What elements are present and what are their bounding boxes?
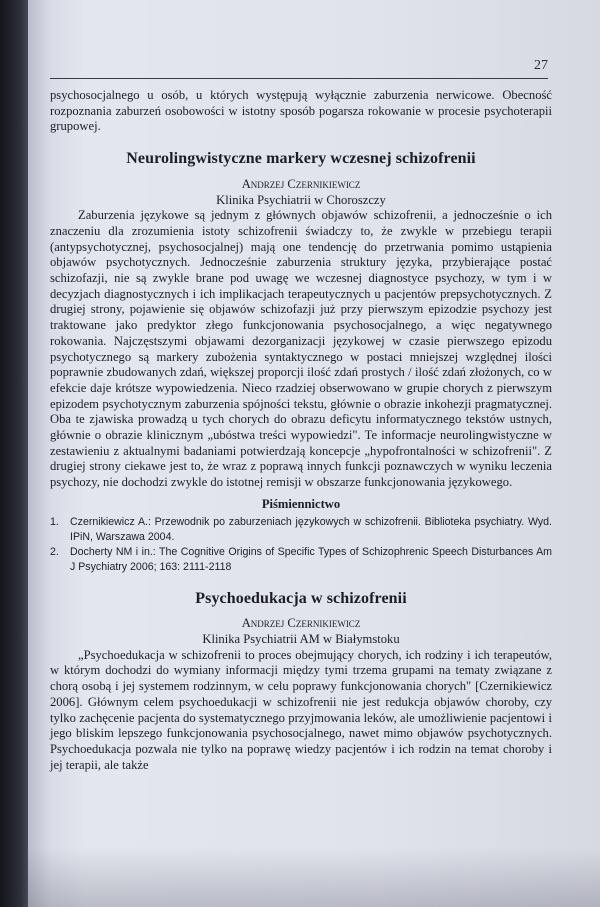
reference-text: Docherty NM i in.: The Cognitive Origins of Specific Types of Schizophrenic Speech Disturbances Am J Psychiatry 2006; 163: 2111-2118	[70, 545, 552, 573]
header-rule	[50, 78, 548, 79]
reference-number: 1.	[50, 515, 59, 528]
reference-item	[50, 545, 552, 575]
article2-author: Andrzej Czernikiewicz	[241, 616, 361, 631]
page-content	[50, 88, 552, 773]
references-list	[50, 515, 552, 575]
reference-item	[50, 515, 552, 545]
article2-body: „Psychoedukacja w schizofrenii to proces obejmujący chorych, ich rodziny i ich terapeutów, w którym dochodzi do wymiany informacji między tymi trzema grupami na tematy związane z chorą osobą i jej systemem rodzinnym, w celu poprawy funkcjonowania chorych" [Czernikiewicz 2006]. Głównym celem psychoedukacji w schizofrenii nie jest redukcja objawów choroby, czy tylko zachęcenie pacjenta do systematycznego przyjmowania leków, ale umożliwienie pacjentowi i jego bliskim lepszego funkcjonowania psychosocjalnego, nawet mimo objawów psychotycznych. Psychoedukacja pozwala nie tylko na poprawę wiedzy pacjentów i ich rodzin na temat choroby i jej terapii, ale także	[50, 647, 552, 772]
reference-number: 2.	[50, 545, 59, 558]
page-number: 27	[534, 58, 548, 73]
references-title: Piśmiennictwo	[261, 496, 341, 511]
article1-title: Neurolingwistyczne markery wczesnej schizofrenii	[126, 150, 476, 168]
article1-author: Andrzej Czernikiewicz	[241, 176, 361, 191]
page-bottom-shadow	[28, 847, 600, 907]
article2-affiliation: Klinika Psychiatrii AM w Białymstoku	[202, 631, 400, 646]
article1-body: Zaburzenia językowe są jednym z głównych objawów schizofrenii, a jednocześnie o ich znaczeniu dla zrozumienia istoty schizofrenii świadczy to, że zwykle w przebiegu terapii (antypsychotycznej, psychosocjalnej) mają one tendencję do przetrwania pomimo ustąpienia objawów psychotycznych. Jednocześnie zaburzenia struktury języka, przybierające postać schizofazji, nie są zwykle brane pod uwagę we wczesnej diagnostyce psychozy, w tym i w decyzjach diagnostycznych i ich implikacjach terapeutycznych u pacjentów prepsychotycznych. Z drugiej strony, pojawienie się objawów schizofazji już przy pierwszym epizodzie psychozy jest traktowane jako predyktor złego funkcjonowania psychosocjalnego, a więc negatywnego rokowania. Najczęstszymi objawami dezorganizacji językowej w czasie pierwszego epizodu psychotycznego są markery zubożenia syntaktycznego w postaci mniejszej względnej ilości poprawnie zbudowanych zdań, większej proporcji ilość zdań prostych / ilość zdań złożonych, co w efekcie daje krótsze wypowiedzenia. Nieco rzadziej obserwowano w grupie chorych z pierwszym epizodem psychotycznym zaburzenia spójności tekstu, głównie o obrazie inkohezji pragmatycznej. Oba te zjawiska prowadzą u tych chorych do obrazu deficytu informatycznego tekstów ustnych, głównie o obrazie klinicznym „ubóstwa treści wypowiedzi". Te informacje neurolingwistyczne w zestawieniu z aktualnymi badaniami potwierdzają koncepcje „hypofrontalności w schizofrenii". Z drugiej strony ciekawe jest to, że wraz z poprawą innych funkcji poznawczych w wyniku leczenia psychozy, nie dochodzi zwykle do istotnej remisji w obszarze funkcjonowania językowego.	[50, 208, 552, 490]
intro-paragraph: psychosocjalnego u osób, u których występują wyłącznie zaburzenia nerwicowe. Obecność rozpoznania zaburzeń osobowości w istotny sposób pogarsza rokowanie w procesie psychoterapii grupowej.	[50, 88, 552, 134]
reference-text: Czernikiewicz A.: Przewodnik po zaburzeniach językowych w schizofrenii. Biblioteka psychiatry. Wyd. IPiN, Warszawa 2004.	[70, 515, 552, 543]
article2-title: Psychoedukacja w schizofrenii	[195, 589, 407, 607]
article1-affiliation: Klinika Psychiatrii w Choroszczy	[216, 192, 386, 207]
book-page	[28, 0, 600, 907]
